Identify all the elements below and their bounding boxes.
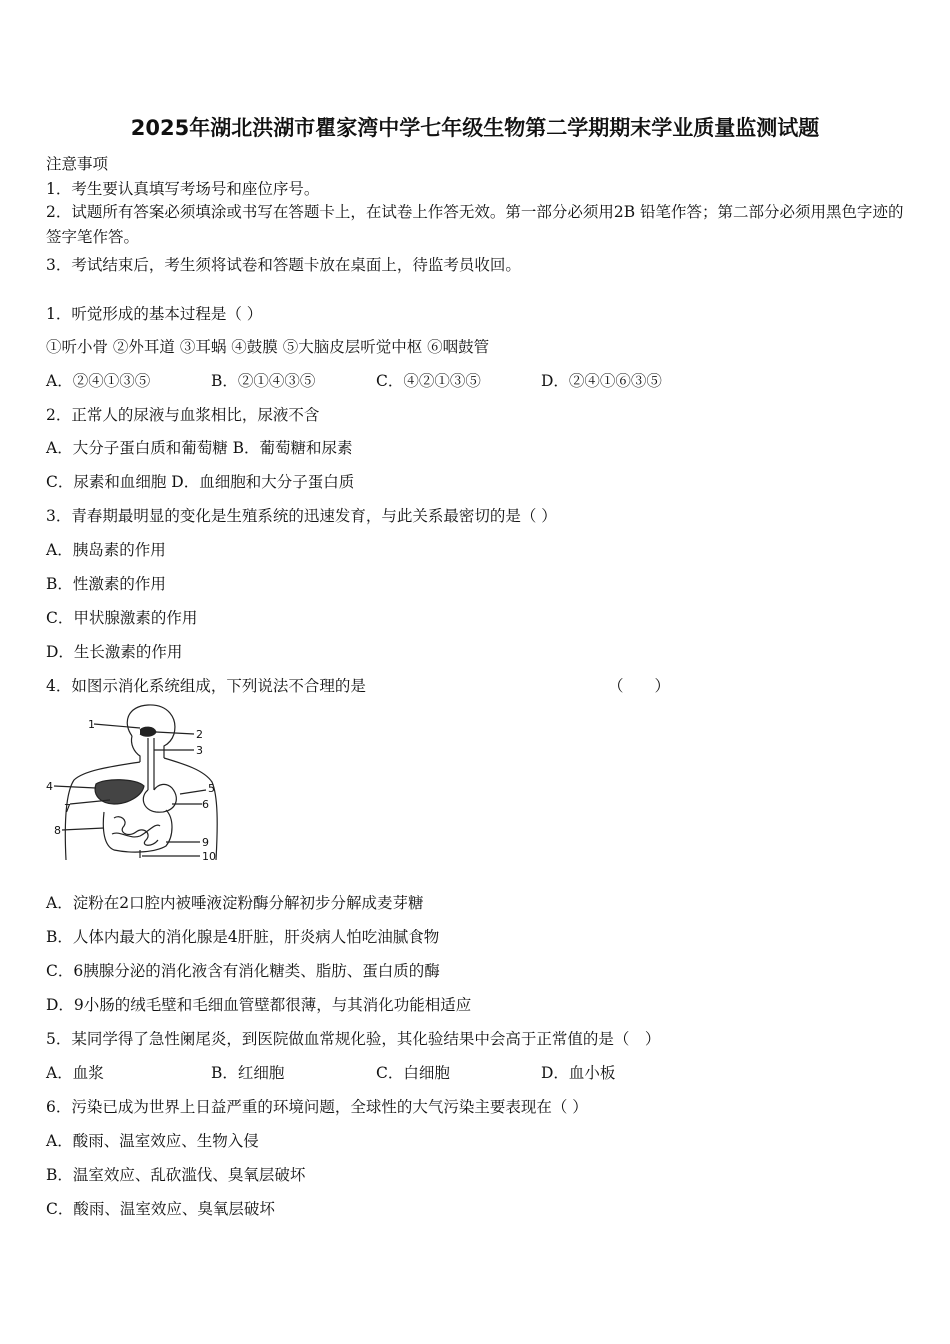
option-b: B．人体内最大的消化腺是4肝脏，肝炎病人怕吃油腻食物 bbox=[46, 928, 440, 946]
figure-label: 2 bbox=[196, 728, 203, 741]
option-c: C．酸雨、温室效应、臭氧层破坏 bbox=[46, 1200, 275, 1218]
notice-item: 3．考试结束后，考生须将试卷和答题卡放在桌面上，待监考员收回。 bbox=[46, 256, 521, 274]
option-b: B．②①④③⑤ bbox=[211, 372, 316, 390]
notice-item: 1．考生要认真填写考场号和座位序号。 bbox=[46, 180, 320, 198]
option-b: B．温室效应、乱砍滥伐、臭氧层破坏 bbox=[46, 1166, 306, 1184]
option-d: D．9小肠的绒毛壁和毛细血管壁都很薄，与其消化功能相适应 bbox=[46, 996, 472, 1014]
figure-label: 5 bbox=[208, 782, 215, 795]
option-b: B．性激素的作用 bbox=[46, 575, 166, 593]
question-2-options-row: A．大分子蛋白质和葡萄糖 B．葡萄糖和尿素 bbox=[46, 439, 353, 457]
notice-heading: 注意事项 bbox=[46, 155, 109, 173]
question-2-stem: 2．正常人的尿液与血浆相比，尿液不含 bbox=[46, 406, 320, 424]
option-b: B．红细胞 bbox=[211, 1064, 285, 1082]
option-c: C．④②①③⑤ bbox=[376, 372, 481, 390]
option-a: A．血浆 bbox=[46, 1064, 104, 1082]
question-3-stem: 3．青春期最明显的变化是生殖系统的迅速发育，与此关系最密切的是（ ） bbox=[46, 507, 557, 525]
figure-label: 1 bbox=[88, 718, 95, 731]
page-title: 2025年湖北洪湖市瞿家湾中学七年级生物第二学期期末学业质量监测试题 bbox=[130, 116, 820, 140]
option-d: D．②④①⑥③⑤ bbox=[541, 372, 662, 390]
question-1-items: ①听小骨 ②外耳道 ③耳蜗 ④鼓膜 ⑤大脑皮层听觉中枢 ⑥咽鼓管 bbox=[46, 338, 490, 356]
question-1-options bbox=[46, 369, 662, 391]
option-d: D．生长激素的作用 bbox=[46, 643, 183, 661]
option-c: C．6胰腺分泌的消化液含有消化糖类、脂肪、蛋白质的酶 bbox=[46, 962, 440, 980]
question-4-stem: 4．如图示消化系统组成，下列说法不合理的是 bbox=[46, 677, 366, 695]
answer-parentheses: （ ） bbox=[608, 677, 671, 695]
figure-label: 9 bbox=[202, 836, 209, 849]
option-c: C．甲状腺激素的作用 bbox=[46, 609, 198, 627]
question-6-stem: 6．污染已成为世界上日益严重的环境问题，全球性的大气污染主要表现在（ ） bbox=[46, 1098, 588, 1116]
option-c: C．白细胞 bbox=[376, 1064, 450, 1082]
figure-label: 7 bbox=[64, 802, 71, 815]
notice-item: 2．试题所有答案必须填涂或书写在答题卡上，在试卷上作答无效。第一部分必须用2B 铅笔作答；第二部分必须用黑色字迹的签字笔作答。 bbox=[46, 203, 904, 246]
question-1-stem: 1．听觉形成的基本过程是（ ） bbox=[46, 305, 263, 323]
figure-label: 4 bbox=[46, 780, 53, 793]
figure-label: 8 bbox=[54, 824, 61, 837]
question-5-options bbox=[46, 1061, 615, 1083]
question-2-options-row: C．尿素和血细胞 D．血细胞和大分子蛋白质 bbox=[46, 473, 355, 491]
option-d: D．血小板 bbox=[541, 1064, 616, 1082]
option-a: A．酸雨、温室效应、生物入侵 bbox=[46, 1132, 259, 1150]
figure-label: 10 bbox=[202, 850, 216, 863]
option-a: A．淀粉在2口腔内被唾液淀粉酶分解初步分解成麦芽糖 bbox=[46, 894, 424, 912]
option-a: A．胰岛素的作用 bbox=[46, 541, 166, 559]
figure-label: 3 bbox=[196, 744, 203, 757]
figure-label: 6 bbox=[202, 798, 209, 811]
question-5-stem: 5．某同学得了急性阑尾炎，到医院做血常规化验，其化验结果中会高于正常值的是（ ） bbox=[46, 1030, 661, 1048]
digestive-system-figure bbox=[44, 700, 224, 865]
option-a: A．②④①③⑤ bbox=[46, 372, 151, 390]
